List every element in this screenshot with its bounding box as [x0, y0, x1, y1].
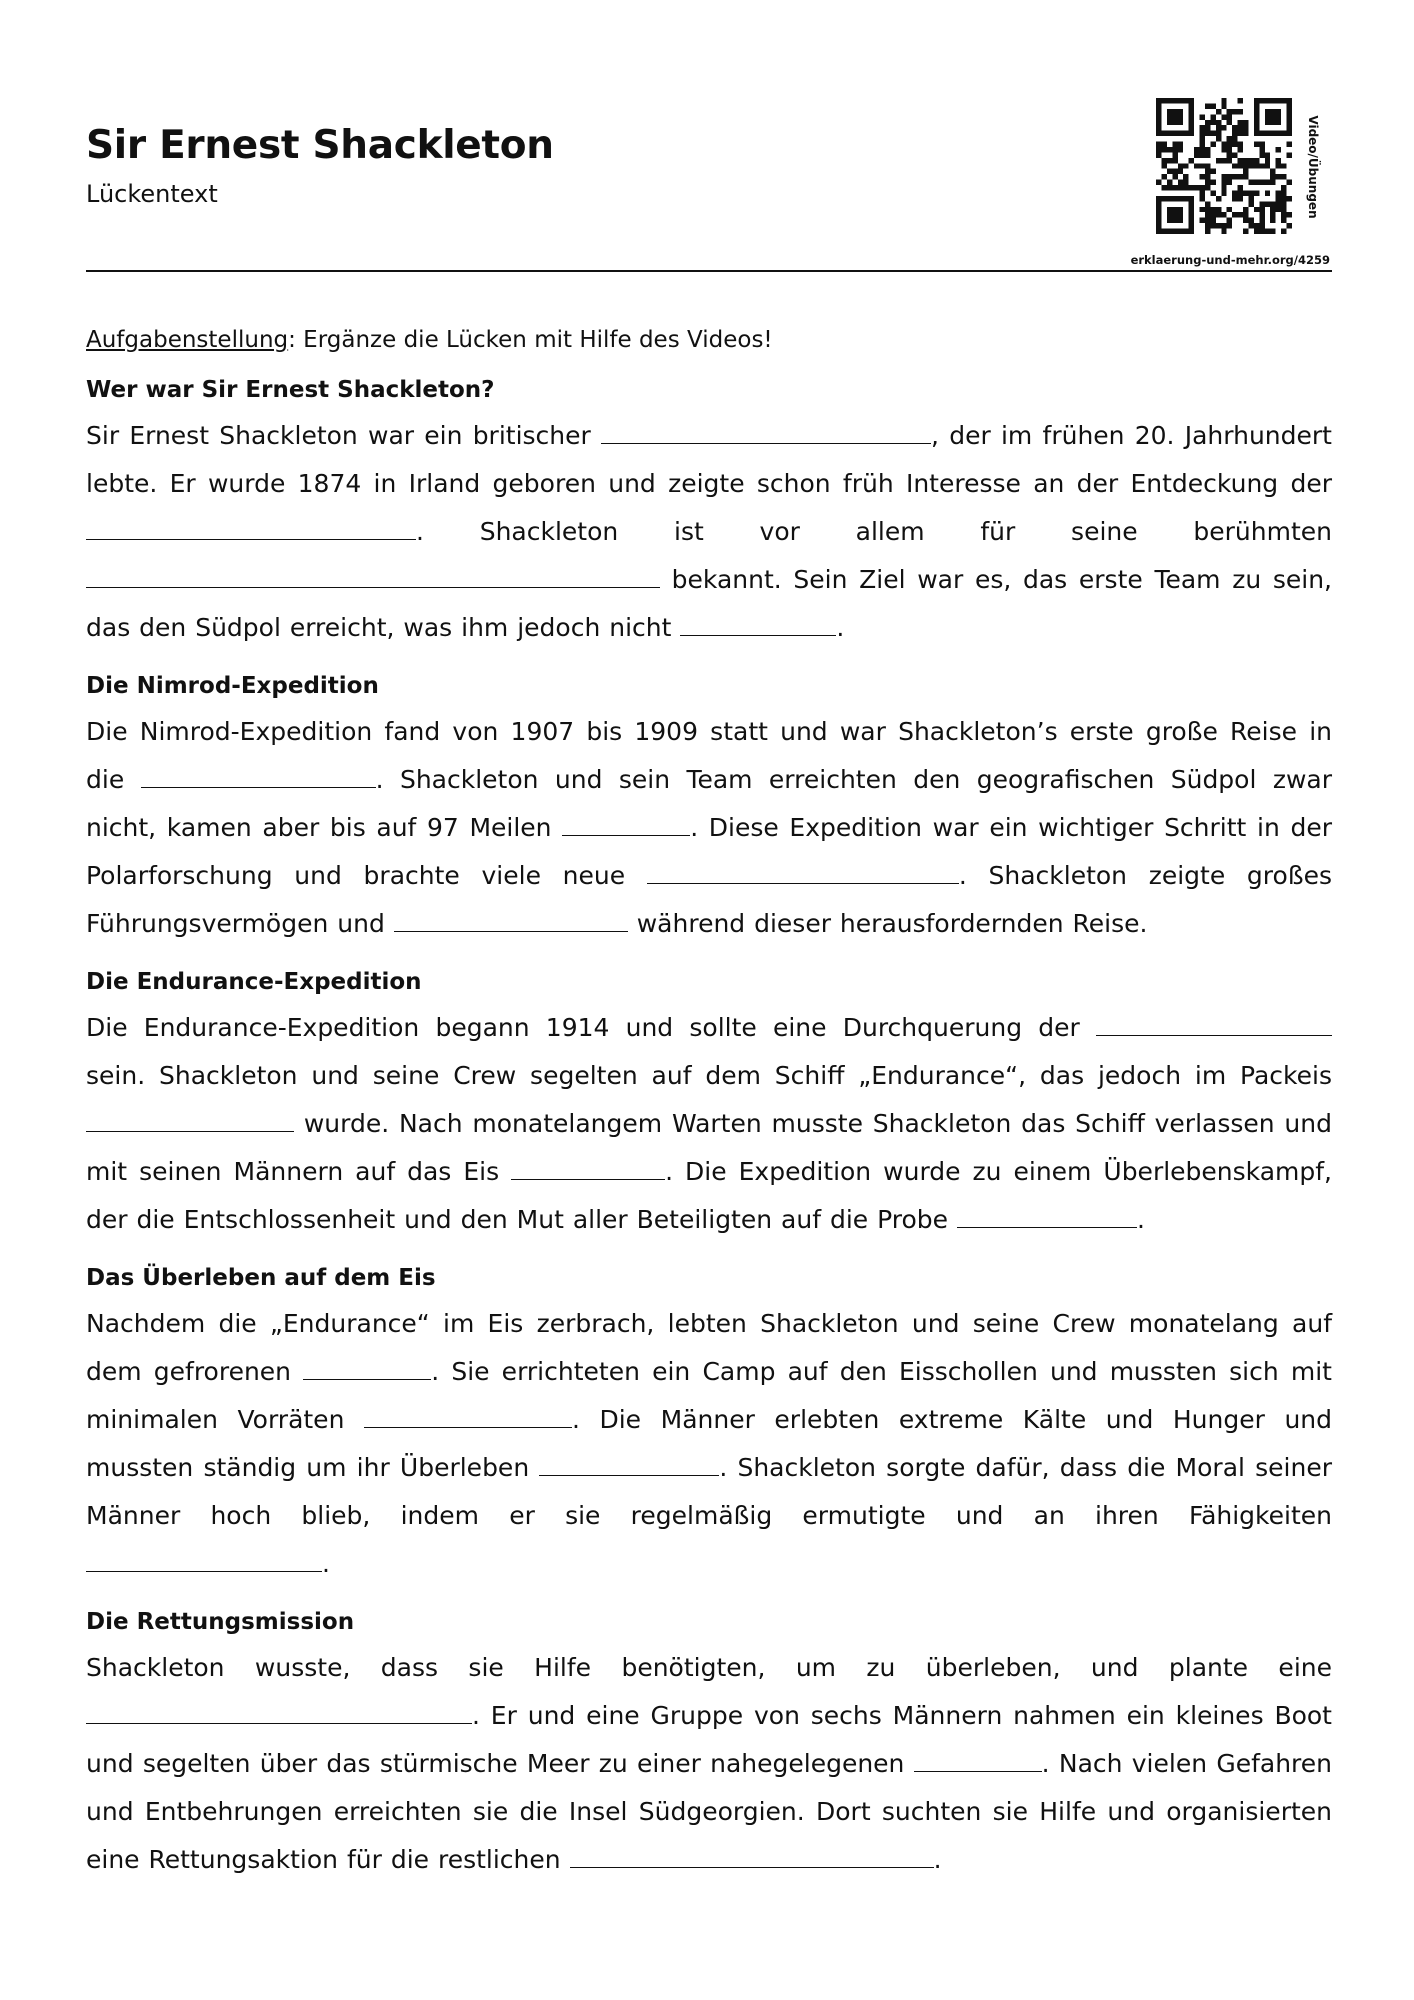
video-uebungen-label: Video/Übungen [1306, 115, 1320, 219]
gap-blank[interactable] [539, 1474, 719, 1476]
section-paragraph: Die Nimrod-Expedition fand von 1907 bis 1909 statt und war Shackleton’s erste große Reise in die . Shackleton und sein Team erreichten den geografischen Südpol zwar nicht, kamen aber bis auf 97 Meilen . Diese Expedition war ein wichtiger Schritt in der Polarforschung und brachte viele neue . Shackleton zeigte großes Führungsvermögen und während dieser herausfordernden Reise. [86, 717, 1332, 938]
gap-blank[interactable] [957, 1226, 1137, 1228]
gap-blank[interactable] [570, 1866, 934, 1868]
gap-blank[interactable] [86, 1722, 472, 1724]
gap-blank[interactable] [394, 930, 628, 932]
section-title: Wer war Sir Ernest Shackleton? [86, 377, 495, 403]
gap-blank[interactable] [86, 1570, 322, 1572]
gap-blank[interactable] [601, 442, 931, 444]
qr-code-icon[interactable] [1156, 98, 1292, 234]
gap-blank[interactable] [1096, 1034, 1332, 1036]
task-label: Aufgabenstellung [86, 327, 289, 353]
gap-blank[interactable] [86, 586, 660, 588]
section-title: Die Endurance-Expedition [86, 969, 422, 995]
task-text: : Ergänze die Lücken mit Hilfe des Videos! [288, 327, 773, 353]
task-instruction [86, 326, 1332, 354]
gap-blank[interactable] [680, 634, 836, 636]
gap-blank[interactable] [562, 834, 690, 836]
header-divider [86, 270, 1332, 272]
section-title: Die Rettungsmission [86, 1609, 355, 1635]
section-title: Das Überleben auf dem Eis [86, 1265, 436, 1291]
section-title: Die Nimrod-Expedition [86, 673, 379, 699]
worksheet-content [86, 326, 1332, 1904]
gap-blank[interactable] [86, 538, 416, 540]
gap-blank[interactable] [86, 1130, 294, 1132]
gap-blank[interactable] [303, 1378, 431, 1380]
gap-blank[interactable] [914, 1770, 1042, 1772]
section-paragraph: Die Endurance-Expedition begann 1914 und sollte eine Durchquerung der sein. Shackleton und seine Crew segelten auf dem Schiff „Endurance“, das jedoch im Packeis wurde. Nach monatelangem Warten musste Shackleton das Schiff verlassen und mit seinen Männern auf das Eis . Die Expedition wurde zu einem Überlebenskampf, der die Entschlossenheit und den Mut aller Beteiligten auf die Probe . [86, 1013, 1332, 1234]
gap-blank[interactable] [364, 1426, 572, 1428]
gap-blank[interactable] [141, 786, 376, 788]
page-subtitle: Lückentext [86, 180, 218, 208]
section-paragraph: Shackleton wusste, dass sie Hilfe benötigten, um zu überleben, und plante eine . Er und eine Gruppe von sechs Männern nahmen ein kleines Boot und segelten über das stürmische Meer zu einer nahegelegenen . Nach vielen Gefahren und Entbehrungen erreichten sie die Insel Südgeorgien. Dort suchten sie Hilfe und organisierten eine Rettungsaktion für die restlichen . [86, 1653, 1332, 1874]
section-paragraph: Sir Ernest Shackleton war ein britischer , der im frühen 20. Jahrhundert lebte. Er wurde 1874 in Irland geboren und zeigte schon früh Interesse an der Entdeckung der . Shackleton ist vor allem für seine berühmten bekannt. Sein Ziel war es, das erste Team zu sein, das den Südpol erreicht, was ihm jedoch nicht . [86, 421, 1332, 642]
source-url[interactable]: erklaerung-und-mehr.org/4259 [1130, 253, 1330, 267]
worksheet-page [86, 0, 1332, 2000]
section-paragraph: Nachdem die „Endurance“ im Eis zerbrach, lebten Shackleton und seine Crew monatelang auf dem gefrorenen . Sie errichteten ein Camp auf den Eisschollen und mussten sich mit minimalen Vorräten . Die Männer erlebten extreme Kälte und Hunger und mussten ständig um ihr Überleben . Shackleton sorgte dafür, dass die Moral seiner Männer hoch blieb, indem er sie regelmäßig ermutigte und an ihren Fähigkeiten . [86, 1309, 1333, 1578]
page-title: Sir Ernest Shackleton [86, 123, 554, 168]
gap-blank[interactable] [511, 1178, 665, 1180]
gap-blank[interactable] [647, 882, 959, 884]
